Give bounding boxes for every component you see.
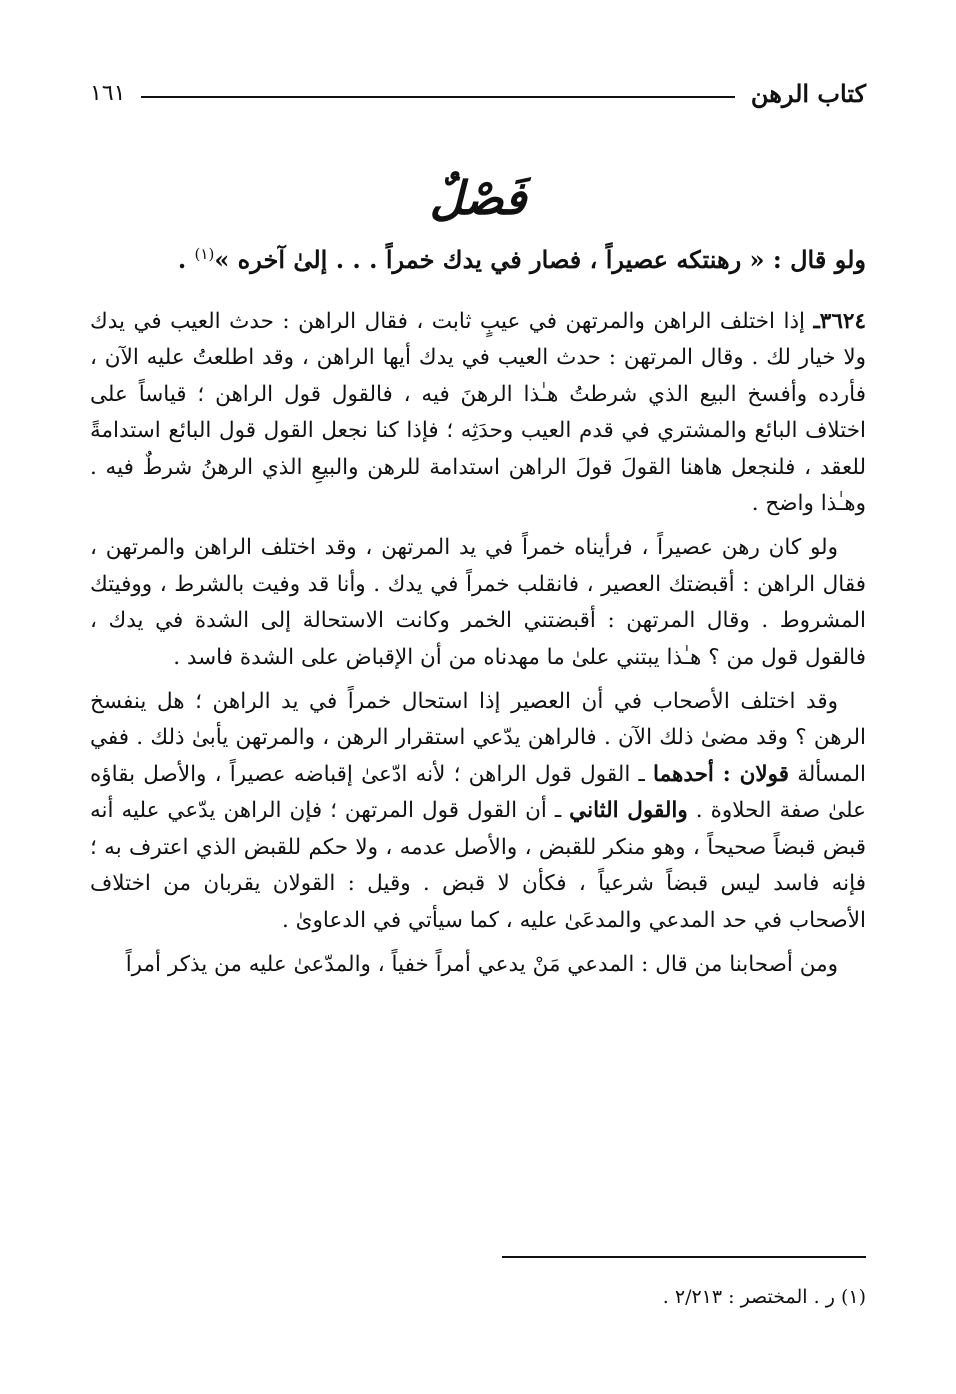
bold-phrase: والقول الثاني bbox=[569, 798, 688, 824]
lemma-end: . bbox=[177, 245, 195, 274]
paragraph-text: إذا اختلف الراهن والمرتهن في عيبٍ ثابت ، فقال الراهن : حدث العيب في يدك ولا خيار لك . وقال المرتهن : حدث العيب في يدك أيها الراهن ، وقد اطلعتُ عليه الآن ، فأرده وأفسخ البيع الذي شرطتُ هـٰذا الرهنَ فيه ، فالقول قول الراهن ؛ قياساً على اختلاف البائع والمشتري في قدم العيب وحدَثِه ؛ فإذا كنا نجعل القول قول البائع استدامةً للعقد ، فلنجعل هاهنا القولَ قولَ الراهن استدامة للرهن والبيعِ الذي الرهنُ شرطٌ فيه . وهـٰذا واضح . bbox=[90, 309, 866, 517]
lemma-text: ولو قال : « رهنتكه عصيراً ، فصار في يدك خمراً . . . إلىٰ آخره » bbox=[214, 245, 866, 274]
paragraph-text: ـ القول قول الراهن ؛ لأنه ادّعىٰ إقباضه عصيراً ، والأصل بقاؤه علىٰ صفة الحلاوة . bbox=[90, 761, 867, 824]
paragraph-text: ولو كان رهن عصيراً ، فرأيناه خمراً في يد المرتهن ، وقد اختلف الراهن والمرتهن ، فقال الراهن : أقبضتك العصير ، فانقلب خمراً في يدك . وأنا قد وفيت بالشرط ، ووفيتك المشروط . وقال المرتهن : أقبضتني الخمر وكانت الاستحالة إلى الشدة في يدك ، فالقول قول من ؟ هـٰذا يبتني علىٰ ما مهدناه من أن الإقباض على الشدة فاسد . bbox=[90, 535, 866, 670]
lemma-line bbox=[90, 232, 866, 282]
book-title: كتاب الرهن bbox=[750, 78, 866, 108]
paragraph-text: وقد اختلف الأصحاب في أن العصير إذا استحال خمراً في يد الراهن ؛ هل ينفسخ الرهن ؟ وقد مضىٰ ذلك الآن . فالراهن يدّعي استقرار الرهن ، والمرتهن يأبىٰ ذلك . ففي المسألة bbox=[90, 689, 866, 787]
paragraph-text: ـ أن القول قول المرتهن ؛ فإن الراهن يدّعي عليه أنه قبض قبضاً صحيحاً ، وهو منكر للقبض ، والأصل عدمه ، ولا حكم للقبض الذي اعترف به ؛ فإنه فاسد ليس قبضاً شرعياً ، فكأن لا قبض . وقيل : القولان يقربان من اختلاف الأصحاب في حد المدعي والمدعَىٰ عليه ، كما سيأتي في الدعاوىٰ . bbox=[90, 798, 867, 933]
running-header bbox=[90, 70, 866, 116]
footnote-text: ر . المختصر : ٢/٢١٣ . bbox=[662, 1286, 835, 1308]
footnote-reference: (١) bbox=[194, 245, 215, 263]
body-text bbox=[90, 304, 866, 983]
footnote-mark: (١) bbox=[840, 1286, 866, 1308]
paragraph-3 bbox=[90, 684, 866, 939]
footnote bbox=[90, 1282, 866, 1312]
section-heading: فَصْلٌ bbox=[429, 171, 527, 225]
paragraph-2 bbox=[90, 530, 866, 676]
page-number: ١٦١ bbox=[90, 80, 126, 106]
paragraph-number: ٣٦٢٤ـ bbox=[813, 309, 866, 334]
bold-phrase: قولان : أحدهما bbox=[653, 761, 790, 787]
paragraph-4 bbox=[90, 947, 866, 983]
header-rule bbox=[141, 96, 734, 98]
footnote-rule bbox=[502, 1256, 866, 1258]
paragraph-text: ومن أصحابنا من قال : المدعي مَنْ يدعي أمراً خفياً ، والمدّعىٰ عليه من يذكر أمراً bbox=[125, 951, 838, 977]
paragraph-3624 bbox=[90, 304, 866, 522]
